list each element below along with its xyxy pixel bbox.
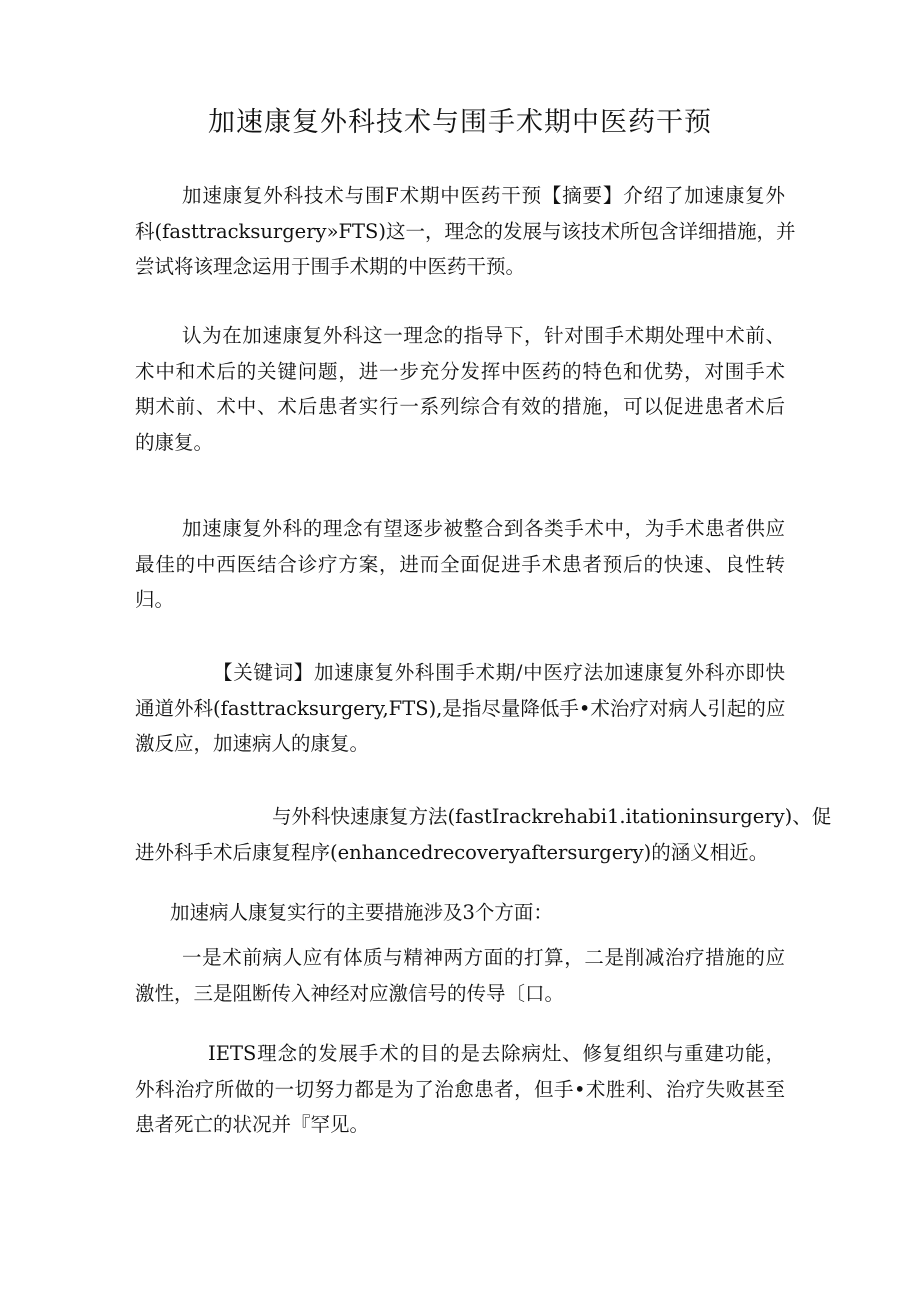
paragraph-related-terms: [135, 799, 832, 870]
paragraph-abstract: [135, 178, 796, 285]
text-line: 与外科快速康复方法(fastIrackrehabi1.itationinsurgery)、促: [272, 805, 832, 828]
text-line: 一是术前病人应有体质与精神两方面的打算，二是削减治疗措施的应: [182, 946, 785, 969]
text-line: 期术前、术中、术后患者实行一系列综合有效的措施，可以促进患者术后: [135, 395, 785, 418]
paragraph-keywords: [135, 655, 785, 762]
text-line: 患者死亡的状况并『罕见。: [135, 1113, 370, 1136]
text-line: 尝试将该理念运用于围手术期的中医药干预。: [135, 255, 526, 278]
paragraph-development: [135, 1036, 785, 1143]
text-line: 科(fasttracksurgery»FTS)这一，理念的发展与该技术所包含详细措施，并: [135, 219, 796, 243]
text-line: 认为在加速康复外科这一理念的指导下，针对围手术期处理中术前、: [182, 324, 785, 347]
text-line: 归。: [135, 588, 175, 611]
text-line: 激性，三是阻断传入神经对应激信号的传导〔口。: [135, 981, 565, 1005]
paragraph-integration: [135, 511, 785, 618]
text-line: 加速病人康复实行的主要措施涉及3个方面：: [170, 901, 553, 924]
text-line: 加速康复外科的理念有望逐步被整合到各类手术中，为手术患者供应: [182, 517, 785, 540]
text-line: IETS理念的发展手术的目的是去除病灶、修复组织与重建功能，: [208, 1042, 785, 1065]
paragraph-guidance: [135, 318, 785, 460]
text-line: 【关键词】加速康复外科围手术期/中医疗法加速康复外科亦即快: [213, 661, 785, 684]
text-line: 术中和术后的关键问题，进一步充分发挥中医药的特色和优势，对围手术: [135, 359, 785, 383]
text-line: 外科治疗所做的一切努力都是为了治愈患者，但手•术胜利、治疗失败甚至: [135, 1077, 785, 1101]
text-line: 最佳的中西医结合诊疗方案，进而全面促进手术患者预后的快速、良性转: [135, 552, 785, 576]
document-title: 加速康复外科技术与围手术期中医药干预: [208, 107, 712, 138]
paragraph-measures: [135, 940, 785, 1011]
text-line: 进外科手术后康复程序(enhancedrecoveryaftersurgery)的涵义相近。: [135, 840, 769, 864]
text-line: 的康复。: [135, 430, 214, 454]
text-line: 通道外科(fasttracksurgery,FTS),是指尽量降低手•术治疗对病人引起的应: [135, 696, 786, 720]
text-line: 激反应，加速病人的康复。: [135, 732, 370, 755]
paragraph-measures-intro: [135, 895, 785, 931]
text-line: 加速康复外科技术与围F术期中医药干预【摘要】介绍了加速康复外: [182, 184, 785, 207]
